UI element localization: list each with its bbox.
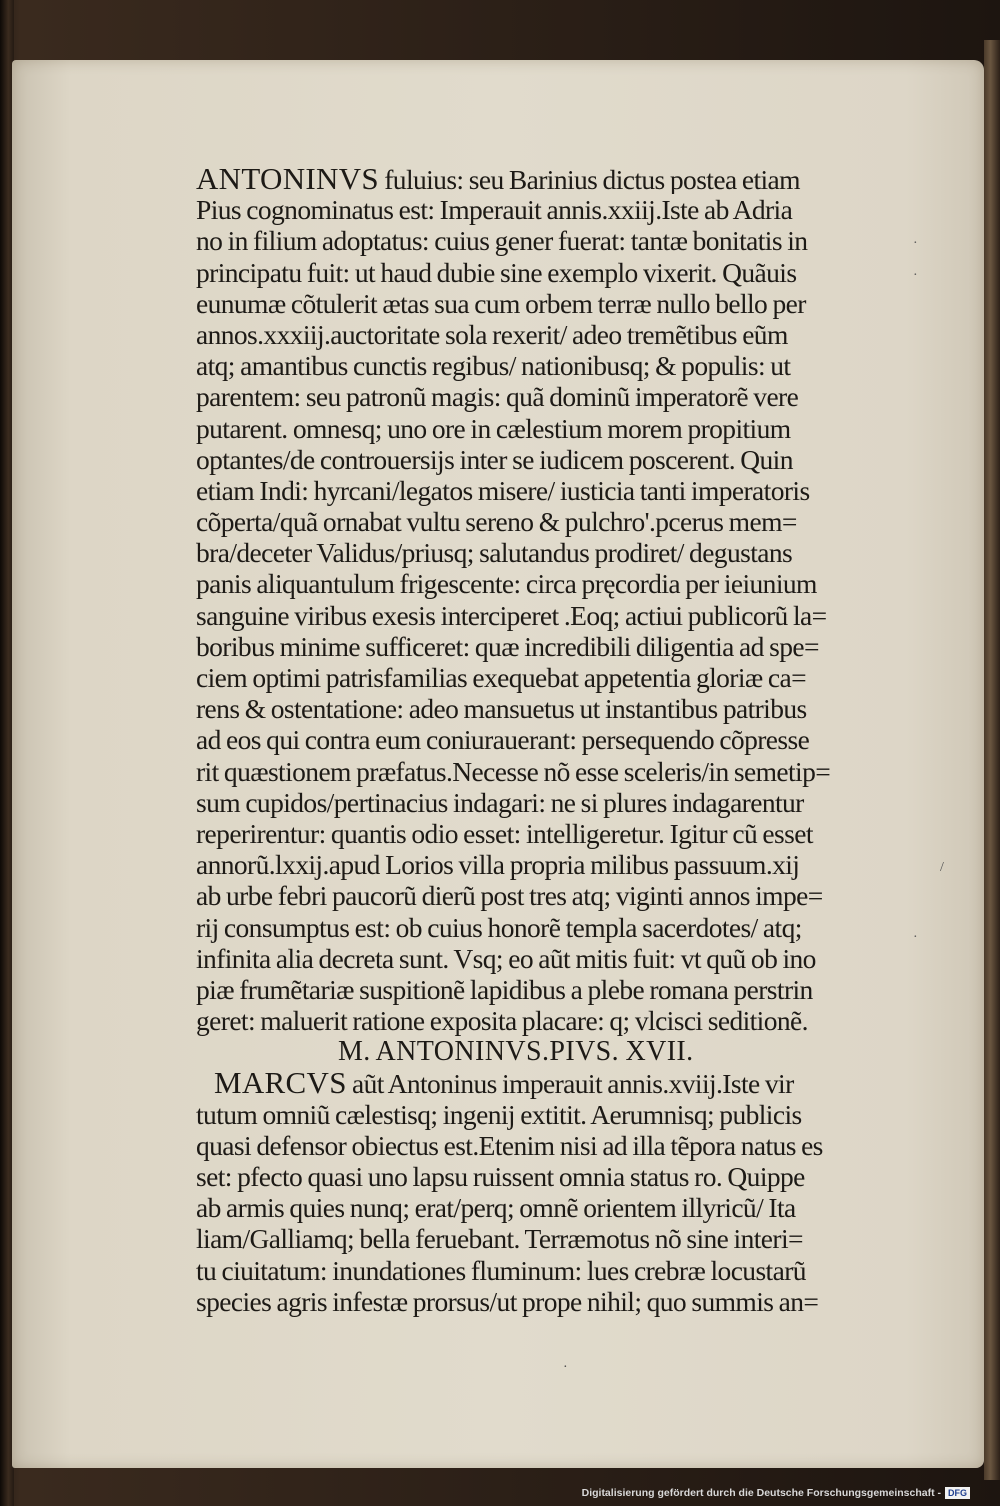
text-line-28: geret: maluerit ratione exposita placare: q; vlcisci seditionẽ. <box>196 1005 808 1037</box>
text-line-27: piæ frumẽtariæ suspitionẽ lapidibus a plebe romana perstrin <box>196 973 813 1005</box>
text-line-25: rij consumptus est: ob cuius honorẽ templa sacerdotes/ atq; <box>196 911 802 943</box>
text-line-5: eunumæ cõtulerit ætas sua cum orbem terræ nullo bello per <box>196 287 806 319</box>
text-line-7: atq; amantibus cunctis regibus/ nationibusq; & populis: ut <box>196 350 791 382</box>
text-line-19: ad eos qui contra eum coniurauerant: persequendo cõpresse <box>196 724 810 756</box>
text-line-1 <box>196 163 896 194</box>
margin-mark: · <box>913 236 918 251</box>
text-line-17: ciem optimi patrisfamilias exequebat appetentia gloriæ ca= <box>196 662 807 693</box>
text-line-16: boribus minime sufficeret: quæ incredibili diligentia ad spe= <box>196 630 819 662</box>
footer-text: Digitalisierung gefördert durch die Deutsche Forschungsgemeinschaft - <box>581 1487 941 1499</box>
text-line-3: no in filium adoptatus: cuius gener fuerat: tantæ bonitatis in <box>196 225 808 257</box>
text-line-4: principatu fuit: ut haud dubie sine exemplo vixerit. Quãuis <box>196 256 797 288</box>
text-line-2: Pius cognominatus est: Imperauit annis.xxiij.Iste ab Adria <box>196 194 793 226</box>
text-line-14: panis aliquantulum frigescente: circa pręcordia per ieiunium <box>196 568 817 600</box>
text-line-21: sum cupidos/pertinacius indagari: ne si plures indagarentur <box>196 786 804 818</box>
margin-mark: / <box>940 860 944 875</box>
text-line-37: species agris infestæ prorsus/ut prope nihil; quo summis an= <box>196 1285 819 1317</box>
margin-mark: · <box>913 268 918 283</box>
line-rest: fuluius: seu Barinius dictus postea etiam <box>378 164 800 195</box>
dfg-logo: DFG <box>945 1487 970 1499</box>
text-line-22: reperirentur: quantis odio esset: intelligeretur. Igitur cũ esset <box>196 817 813 849</box>
text-line-31: tutum omniũ cælestisq; ingenij extitit. Aerumnisq; publicis <box>196 1098 802 1130</box>
text-line-11: etiam Indi: hyrcani/legatos misere/ iusticia tanti imperatoris <box>196 474 810 506</box>
text-line-10: optantes/de controuersijs inter se iudicem poscerent. Quin <box>196 443 793 475</box>
text-line-9: putarent. omnesq; uno ore in cælestium morem propitium <box>196 412 791 444</box>
text-line-13: bra/deceter Validus/priusq; salutandus prodiret/ degustans <box>196 537 793 569</box>
text-line-8: parentem: seu patronũ magis: quã dominũ imperatorẽ vere <box>196 381 799 413</box>
footer-credit <box>582 1487 970 1499</box>
text-line-20: rit quæstionem præfatus.Necesse nõ esse sceleris/in semetip= <box>196 755 831 787</box>
book-right-edge <box>984 40 1000 1480</box>
text-line-32: quasi defensor obiectus est.Etenim nisi ad illa tẽpora natus es <box>196 1129 823 1161</box>
text-line-6: annos.xxxiij.auctoritate sola rexerit/ adeo tremẽtibus eũm <box>196 318 788 350</box>
text-line-12: cõperta/quã ornabat vultu sereno & pulchro'.pcerus mem= <box>196 506 797 538</box>
text-line-18: rens & ostentatione: adeo mansuetus ut instantibus patribus <box>196 693 807 725</box>
text-line-33: set: pfecto quasi uno lapsu ruissent omnia status ro. Quippe <box>196 1161 805 1192</box>
line-rest-2: aũt Antoninus imperauit annis.xviij.Iste vir <box>346 1068 794 1099</box>
text-block <box>196 163 896 1317</box>
chapter-heading: M. ANTONINVS.PIVS. XVII. <box>338 1036 694 1068</box>
text-line-24: ab urbe febri paucorũ dierũ post tres atq; viginti annos impe= <box>196 880 823 912</box>
text-line-26: infinita alia decreta sunt. Vsq; eo aũt mitis fuit: vt quũ ob ino <box>196 942 816 974</box>
text-line-34: ab armis quies nunq; erat/perq; omnẽ orientem illyricũ/ Ita <box>196 1192 796 1224</box>
text-line-23: annorũ.lxxij.apud Lorios villa propria milibus passuum.xij <box>196 849 800 881</box>
page-mark: · <box>563 1360 568 1375</box>
text-line-15: sanguine viribus exesis interciperet .Eoq; actiui publicorũ la= <box>196 599 827 631</box>
text-line-36: tu ciuitatum: inundationes fluminum: lues crebræ locustarũ <box>196 1254 806 1286</box>
initial-word: ANTONINVS <box>196 163 379 195</box>
text-line-30 <box>196 1067 896 1098</box>
initial-word-2: MARCVS <box>214 1067 347 1099</box>
text-line-35: liam/Galliamq; bella feruebant. Terræmotus nõ sine interi= <box>196 1223 803 1255</box>
margin-mark: · <box>913 930 918 945</box>
